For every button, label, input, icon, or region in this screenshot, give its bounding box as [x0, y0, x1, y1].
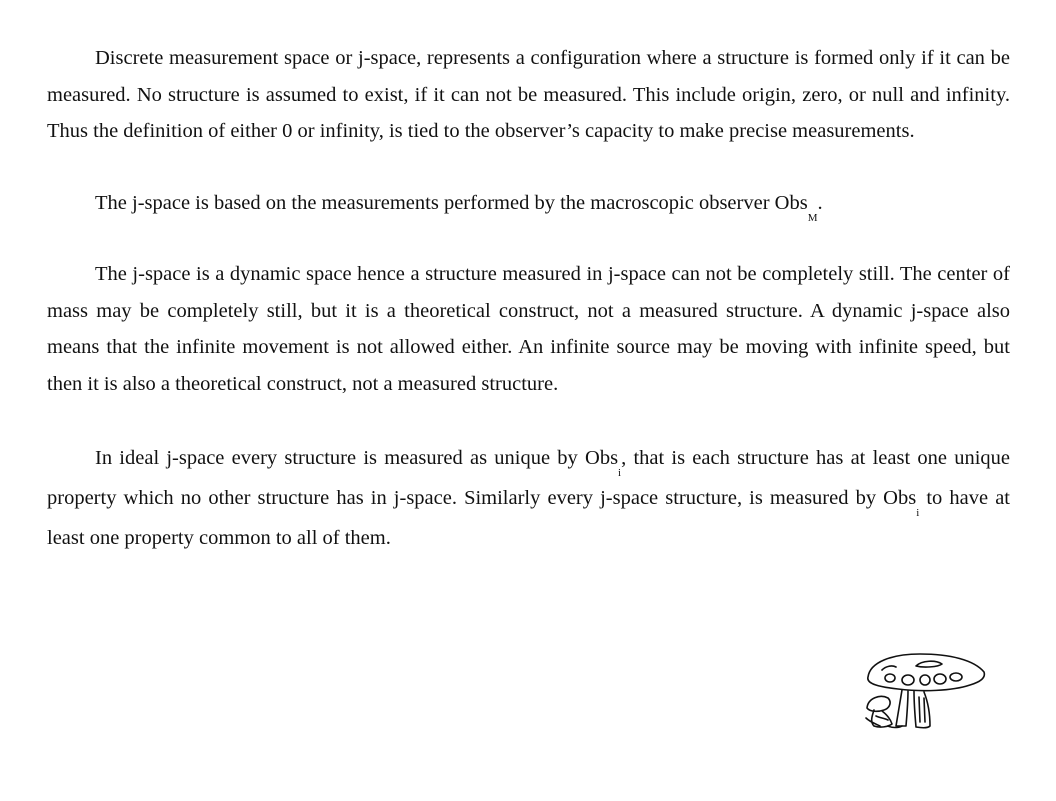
document-body — [47, 40, 1010, 594]
paragraph-text: , that is each structure has at least one unique property which no other structure has in j-space. Similarly every j-space structure, is measured by Obs — [47, 447, 1010, 509]
mushroom-drawing-icon — [862, 652, 988, 732]
paragraph-ideal-j-space — [47, 438, 1010, 558]
paragraph-text: The j-space is a dynamic space hence a structure measured in j-space can not be completely still. The center of mass may be completely still, but it is a theoretical construct, not a measured structure. A dynamic j-space also means that the infinite movement is not allowed either. An infinite source may be moving with infinite speed, but then it is also a theoretical construct, not a measured structure. — [47, 263, 1010, 395]
paragraph-text: to have at least one property common to all of them. — [47, 487, 1010, 549]
paragraph-dynamic-space — [47, 256, 1010, 402]
subscript-i: i — [916, 507, 920, 519]
subscript-i: i — [618, 467, 622, 479]
subscript-m: M — [807, 211, 818, 224]
paragraph-discrete-measurement-space — [47, 40, 1010, 150]
paragraph-text: The j-space is based on the measurements performed by the macroscopic observer Obs — [95, 191, 808, 214]
paragraph-text: In ideal j-space every structure is measured as unique by Obs — [95, 447, 619, 469]
period: . — [817, 191, 823, 214]
paragraph-text: Discrete measurement space or j-space, represents a configuration where a structure is formed only if it can be measured. No structure is assumed to exist, if it can not be measured. This include origin, zero, or null and infinity. Thus the definition of either 0 or infinity, is tied to the observer’s capacity to make precise measurements. — [47, 47, 1010, 142]
paragraph-macroscopic-observer — [47, 185, 1010, 222]
